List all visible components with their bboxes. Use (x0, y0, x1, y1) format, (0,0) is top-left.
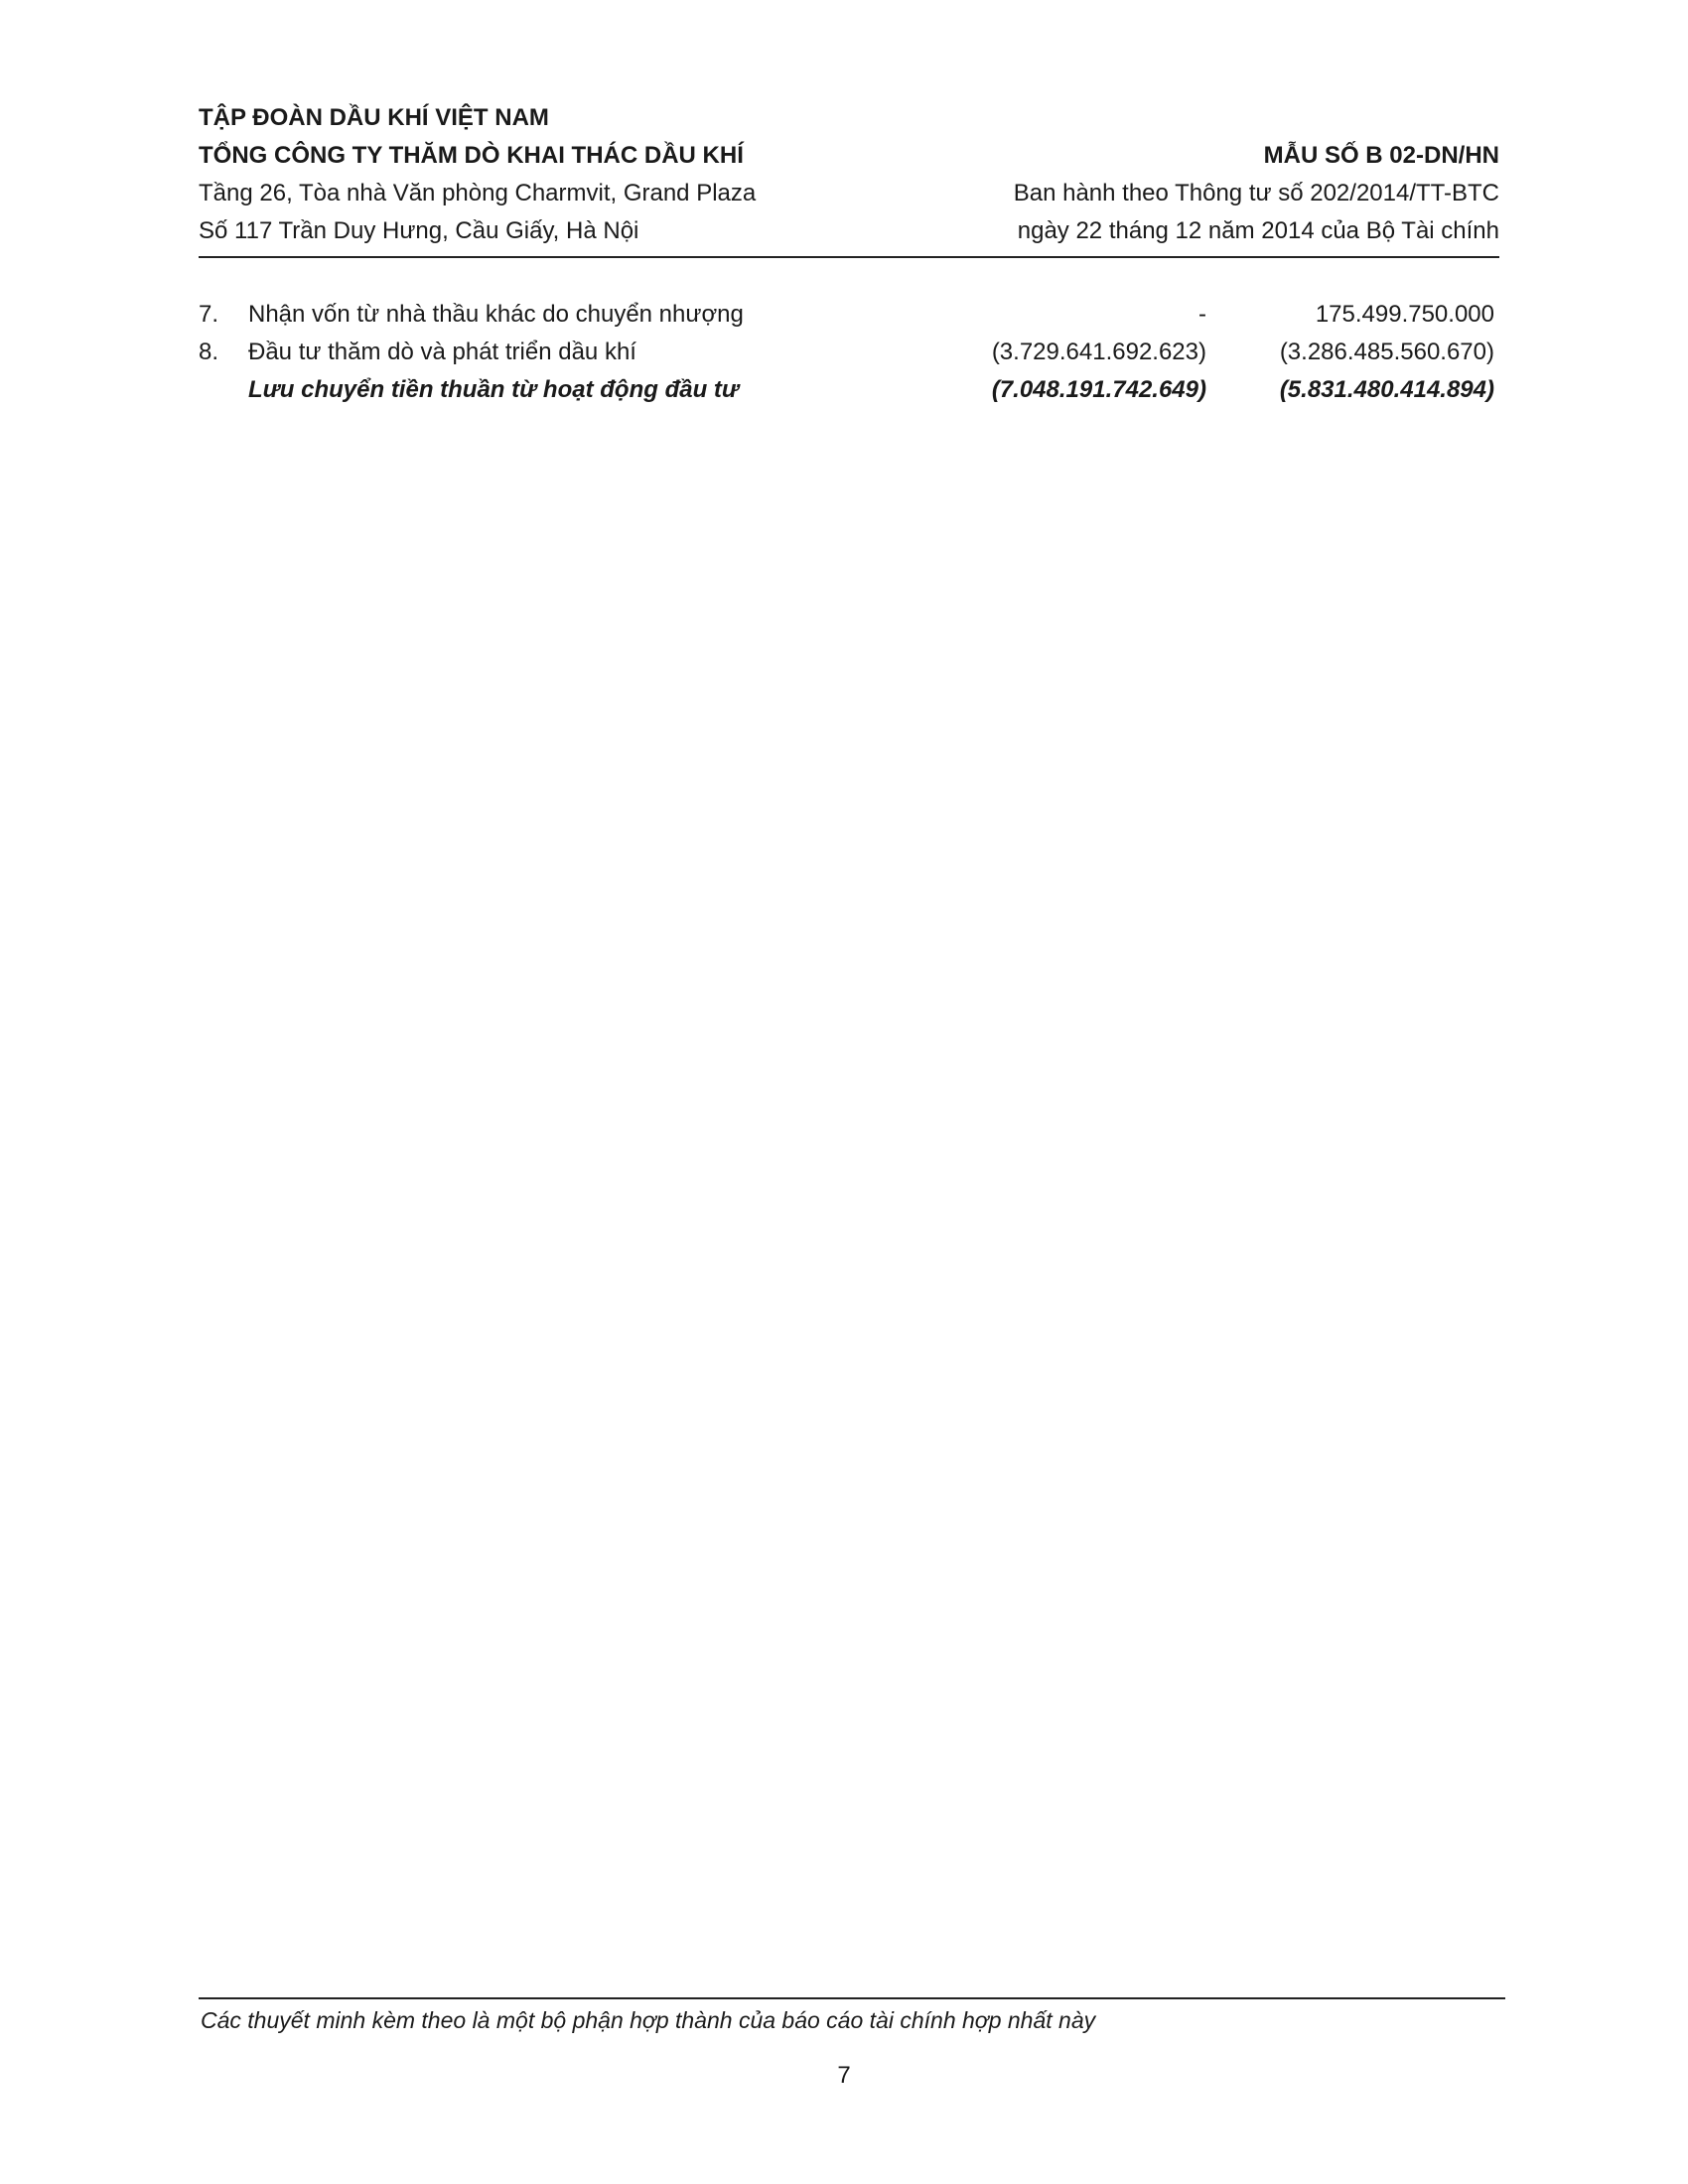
regulation-line-1: Ban hành theo Thông tư số 202/2014/TT-BTC (1013, 180, 1499, 206)
header-row-group (199, 99, 1499, 137)
row-value-current: (3.729.641.692.623) (991, 339, 1206, 365)
row-label: Đầu tư thăm dò và phát triển dầu khí (248, 339, 636, 365)
table-row (199, 334, 1499, 371)
row-value-previous: (3.286.485.560.670) (1279, 339, 1494, 365)
footer-divider (199, 1997, 1505, 1999)
form-code: MẪU SỐ B 02-DN/HN (1263, 142, 1499, 169)
total-label: Lưu chuyển tiền thuần từ hoạt động đầu tư (248, 376, 740, 403)
document-header (199, 99, 1499, 250)
header-row-company (199, 137, 1499, 175)
regulation-line-2: ngày 22 tháng 12 năm 2014 của Bộ Tài chính (1017, 217, 1499, 244)
address-line-2: Số 117 Trần Duy Hưng, Cầu Giấy, Hà Nội (199, 217, 639, 244)
header-row-address1 (199, 175, 1499, 212)
table-total-row (199, 371, 1499, 409)
header-divider (199, 256, 1499, 258)
row-number: 7. (199, 301, 219, 328)
row-number: 8. (199, 339, 219, 365)
group-name: TẬP ĐOÀN DẦU KHÍ VIỆT NAM (199, 104, 549, 131)
footer-note: Các thuyết minh kèm theo là một bộ phận hợp thành của báo cáo tài chính hợp nhất này (201, 2007, 1096, 2033)
page-number: 7 (837, 2062, 851, 2089)
cash-flow-table (199, 296, 1499, 409)
total-value-previous: (5.831.480.414.894) (1279, 376, 1494, 403)
total-value-current: (7.048.191.742.649) (991, 376, 1206, 403)
row-value-previous: 175.499.750.000 (1315, 301, 1494, 328)
company-name: TỔNG CÔNG TY THĂM DÒ KHAI THÁC DẦU KHÍ (199, 142, 744, 169)
address-line-1: Tầng 26, Tòa nhà Văn phòng Charmvit, Grand Plaza (199, 180, 757, 206)
table-row (199, 296, 1499, 334)
header-row-address2 (199, 212, 1499, 250)
row-label: Nhận vốn từ nhà thầu khác do chuyển nhượng (248, 301, 744, 328)
row-value-current: - (1198, 301, 1206, 328)
